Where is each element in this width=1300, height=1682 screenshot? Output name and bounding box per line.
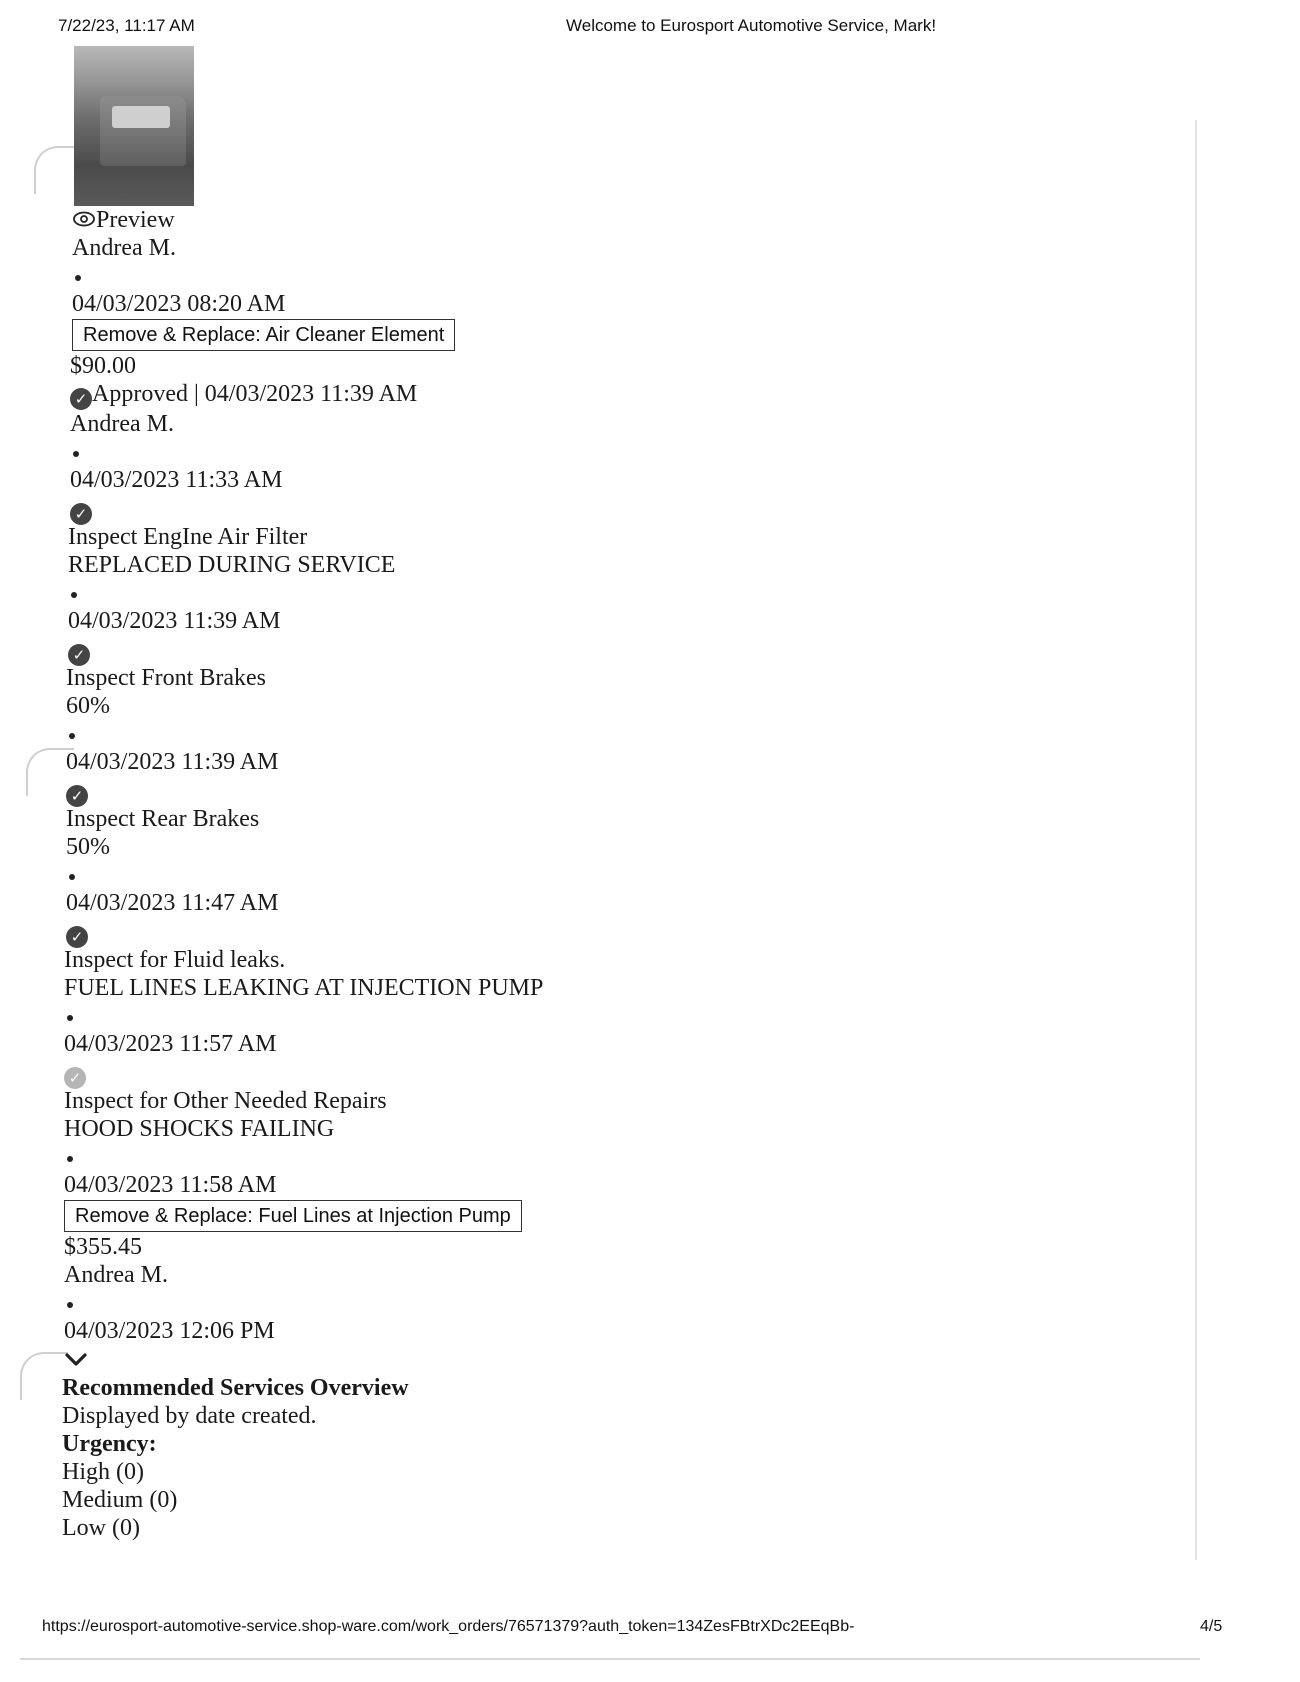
vehicle-photo	[100, 96, 186, 166]
check-circle-icon: ✓	[66, 926, 88, 948]
urgency-high[interactable]: High (0)	[62, 1459, 144, 1485]
service-author: Andrea M.	[64, 1262, 168, 1288]
chevron-down-icon	[64, 1351, 88, 1369]
preview-link[interactable]	[72, 206, 762, 234]
inspection-result: REPLACED DURING SERVICE	[68, 552, 396, 578]
inspection-title: Inspect EngIne Air Filter	[68, 524, 308, 550]
photo-author: Andrea M.	[72, 235, 176, 261]
page-curl-mark	[20, 1352, 68, 1400]
approval-status	[70, 380, 762, 410]
print-timestamp: 7/22/23, 11:17 AM	[58, 16, 195, 35]
inspection-result: 60%	[66, 693, 110, 719]
inspection-title: Inspect for Other Needed Repairs	[64, 1088, 387, 1114]
inspection-timestamp: 04/03/2023 11:57 AM	[64, 1031, 277, 1057]
inspection-result: HOOD SHOCKS FAILING	[64, 1116, 335, 1142]
separator-bullet	[72, 262, 762, 290]
service-author: Andrea M.	[70, 411, 174, 437]
inspection-timestamp: 04/03/2023 11:39 AM	[66, 749, 279, 775]
inspection-timestamp: 04/03/2023 11:47 AM	[66, 890, 279, 916]
service-price: $355.45	[64, 1234, 142, 1260]
service-price: $90.00	[70, 353, 136, 379]
welcome-message: Welcome to Eurosport Automotive Service, Mark!	[566, 16, 937, 35]
inspection-title: Inspect for Fluid leaks.	[64, 947, 286, 973]
approval-text: Approved | 04/03/2023 11:39 AM	[92, 381, 418, 407]
photo-timestamp: 04/03/2023 08:20 AM	[72, 291, 286, 317]
inspection-title: Inspect Front Brakes	[66, 665, 266, 691]
inspection-result: FUEL LINES LEAKING AT INJECTION PUMP	[64, 975, 544, 1001]
eye-icon	[72, 210, 96, 228]
check-circle-icon: ✓	[64, 1067, 86, 1089]
separator-bullet	[66, 861, 762, 889]
urgency-low[interactable]: Low (0)	[62, 1515, 140, 1541]
separator-bullet	[68, 579, 762, 607]
service-button-air-cleaner[interactable]: Remove & Replace: Air Cleaner Element	[72, 319, 455, 351]
vehicle-photo-thumbnail[interactable]	[74, 46, 194, 206]
page-edge	[20, 1658, 1200, 1660]
separator-bullet	[64, 1002, 762, 1030]
preview-label: Preview	[96, 207, 175, 233]
page-url: https://eurosport-automotive-service.shop-ware.com/work_orders/76571379?auth_token=134ZesFBtrXDc2EEqBb-	[42, 1618, 855, 1635]
overview-subtitle: Displayed by date created.	[62, 1403, 317, 1429]
separator-bullet	[64, 1289, 762, 1317]
separator-bullet	[64, 1143, 762, 1171]
service-timestamp: 04/03/2023 12:06 PM	[64, 1318, 275, 1344]
check-circle-icon: ✓	[68, 644, 90, 666]
inspection-title: Inspect Rear Brakes	[66, 806, 260, 832]
separator-bullet	[70, 438, 762, 466]
page-number: 4/5	[1200, 1618, 1223, 1635]
work-order-timeline	[62, 46, 762, 1542]
check-circle-icon: ✓	[66, 785, 88, 807]
check-circle-icon: ✓	[70, 388, 92, 410]
inspection-timestamp: 04/03/2023 11:39 AM	[68, 608, 281, 634]
service-timestamp: 04/03/2023 11:33 AM	[70, 467, 283, 493]
urgency-label: Urgency:	[62, 1431, 157, 1457]
expand-toggle[interactable]	[64, 1345, 762, 1374]
inspection-result: 50%	[66, 834, 110, 860]
separator-bullet	[66, 720, 762, 748]
inspection-timestamp: 04/03/2023 11:58 AM	[64, 1172, 277, 1198]
check-circle-icon: ✓	[70, 503, 92, 525]
page-edge	[1195, 120, 1197, 1560]
service-button-fuel-lines[interactable]: Remove & Replace: Fuel Lines at Injection Pump	[64, 1200, 522, 1232]
overview-title: Recommended Services Overview	[62, 1375, 409, 1401]
urgency-medium[interactable]: Medium (0)	[62, 1487, 178, 1513]
